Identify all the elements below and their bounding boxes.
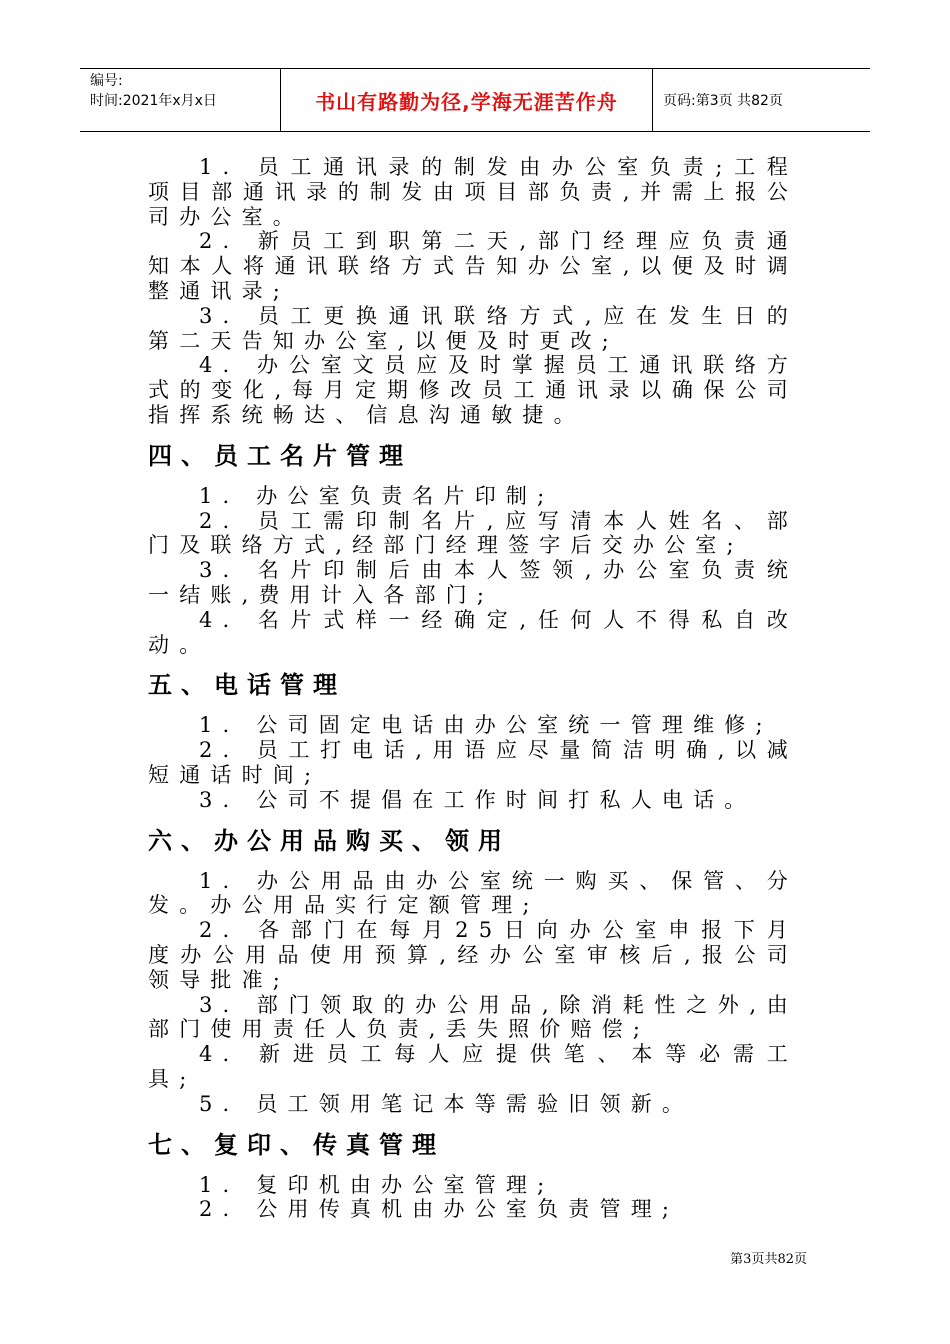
clause-paragraph: 1. 复印机由办公室管理; bbox=[199, 1172, 555, 1197]
clause-paragraph: 1. 公司固定电话由办公室统一管理维修; bbox=[199, 713, 773, 738]
section-heading: 五、电话管理 bbox=[148, 671, 346, 700]
header-page-info: 页码:第3页 共82页 bbox=[663, 93, 783, 109]
clause-paragraph: 5. 员工领用笔记本等需验旧领新。 bbox=[199, 1091, 694, 1116]
clause-paragraph: 2. 各部门在每月25日向办公室申报下月度办公用品使用预算,经办公室审核后,报公司领导批准; bbox=[148, 918, 798, 992]
clause-paragraph: 4. 新进员工每人应提供笔、本等必需工具; bbox=[148, 1042, 798, 1091]
page-footer: 第3页共82页 bbox=[730, 1252, 807, 1267]
section-heading: 六、办公用品购买、领用 bbox=[148, 826, 511, 855]
clause-paragraph: 3. 名片印制后由本人签领,办公室负责统一结账,费用计入各部门; bbox=[148, 558, 798, 607]
clause-paragraph: 3. 公司不提倡在工作时间打私人电话。 bbox=[199, 787, 756, 812]
clause-paragraph: 1. 办公用品由办公室统一购买、保管、分发。办公用品实行定额管理; bbox=[148, 868, 798, 918]
clause-paragraph: 2. 员工打电话,用语应尽量简洁明确,以减短通话时间; bbox=[148, 738, 798, 787]
clause-paragraph: 1. 员工通讯录的制发由办公室负责;工程项目部通讯录的制发由项目部负责,并需上报公司办公室。 bbox=[148, 155, 798, 229]
clause-paragraph: 4. 名片式样一经确定,任何人不得私自改动。 bbox=[148, 607, 798, 657]
document-time-label: 时间:2021年x月x日 bbox=[90, 93, 217, 109]
clause-paragraph: 2. 新员工到职第二天,部门经理应负责通知本人将通讯联络方式告知办公室,以便及时调整通讯录; bbox=[148, 229, 798, 303]
clause-paragraph: 3. 员工更换通讯联络方式,应在发生日的第二天告知办公室,以便及时更改; bbox=[148, 303, 798, 353]
clause-paragraph: 1. 办公室负责名片印制; bbox=[199, 483, 555, 508]
header-meta bbox=[80, 69, 280, 131]
section-heading: 七、复印、传真管理 bbox=[148, 1130, 445, 1159]
clause-paragraph: 4. 办公室文员应及时掌握员工通讯联络方式的变化,每月定期修改员工通讯录以确保公司指挥系统畅达、信息沟通敏捷。 bbox=[148, 353, 798, 427]
clause-paragraph: 3. 部门领取的办公用品,除消耗性之外,由部门使用责任人负责,丢失照价赔偿; bbox=[148, 992, 798, 1042]
header-motto: 书山有路勤为径,学海无涯苦作舟 bbox=[280, 69, 653, 131]
page-header bbox=[80, 68, 870, 132]
document-number-label: 编号: bbox=[90, 73, 123, 89]
clause-paragraph: 2. 公用传真机由办公室负责管理; bbox=[199, 1197, 680, 1222]
section-heading: 四、员工名片管理 bbox=[148, 441, 412, 470]
document-body bbox=[148, 155, 798, 1222]
clause-paragraph: 2. 员工需印制名片,应写清本人姓名、部门及联络方式,经部门经理签字后交办公室; bbox=[148, 508, 798, 558]
